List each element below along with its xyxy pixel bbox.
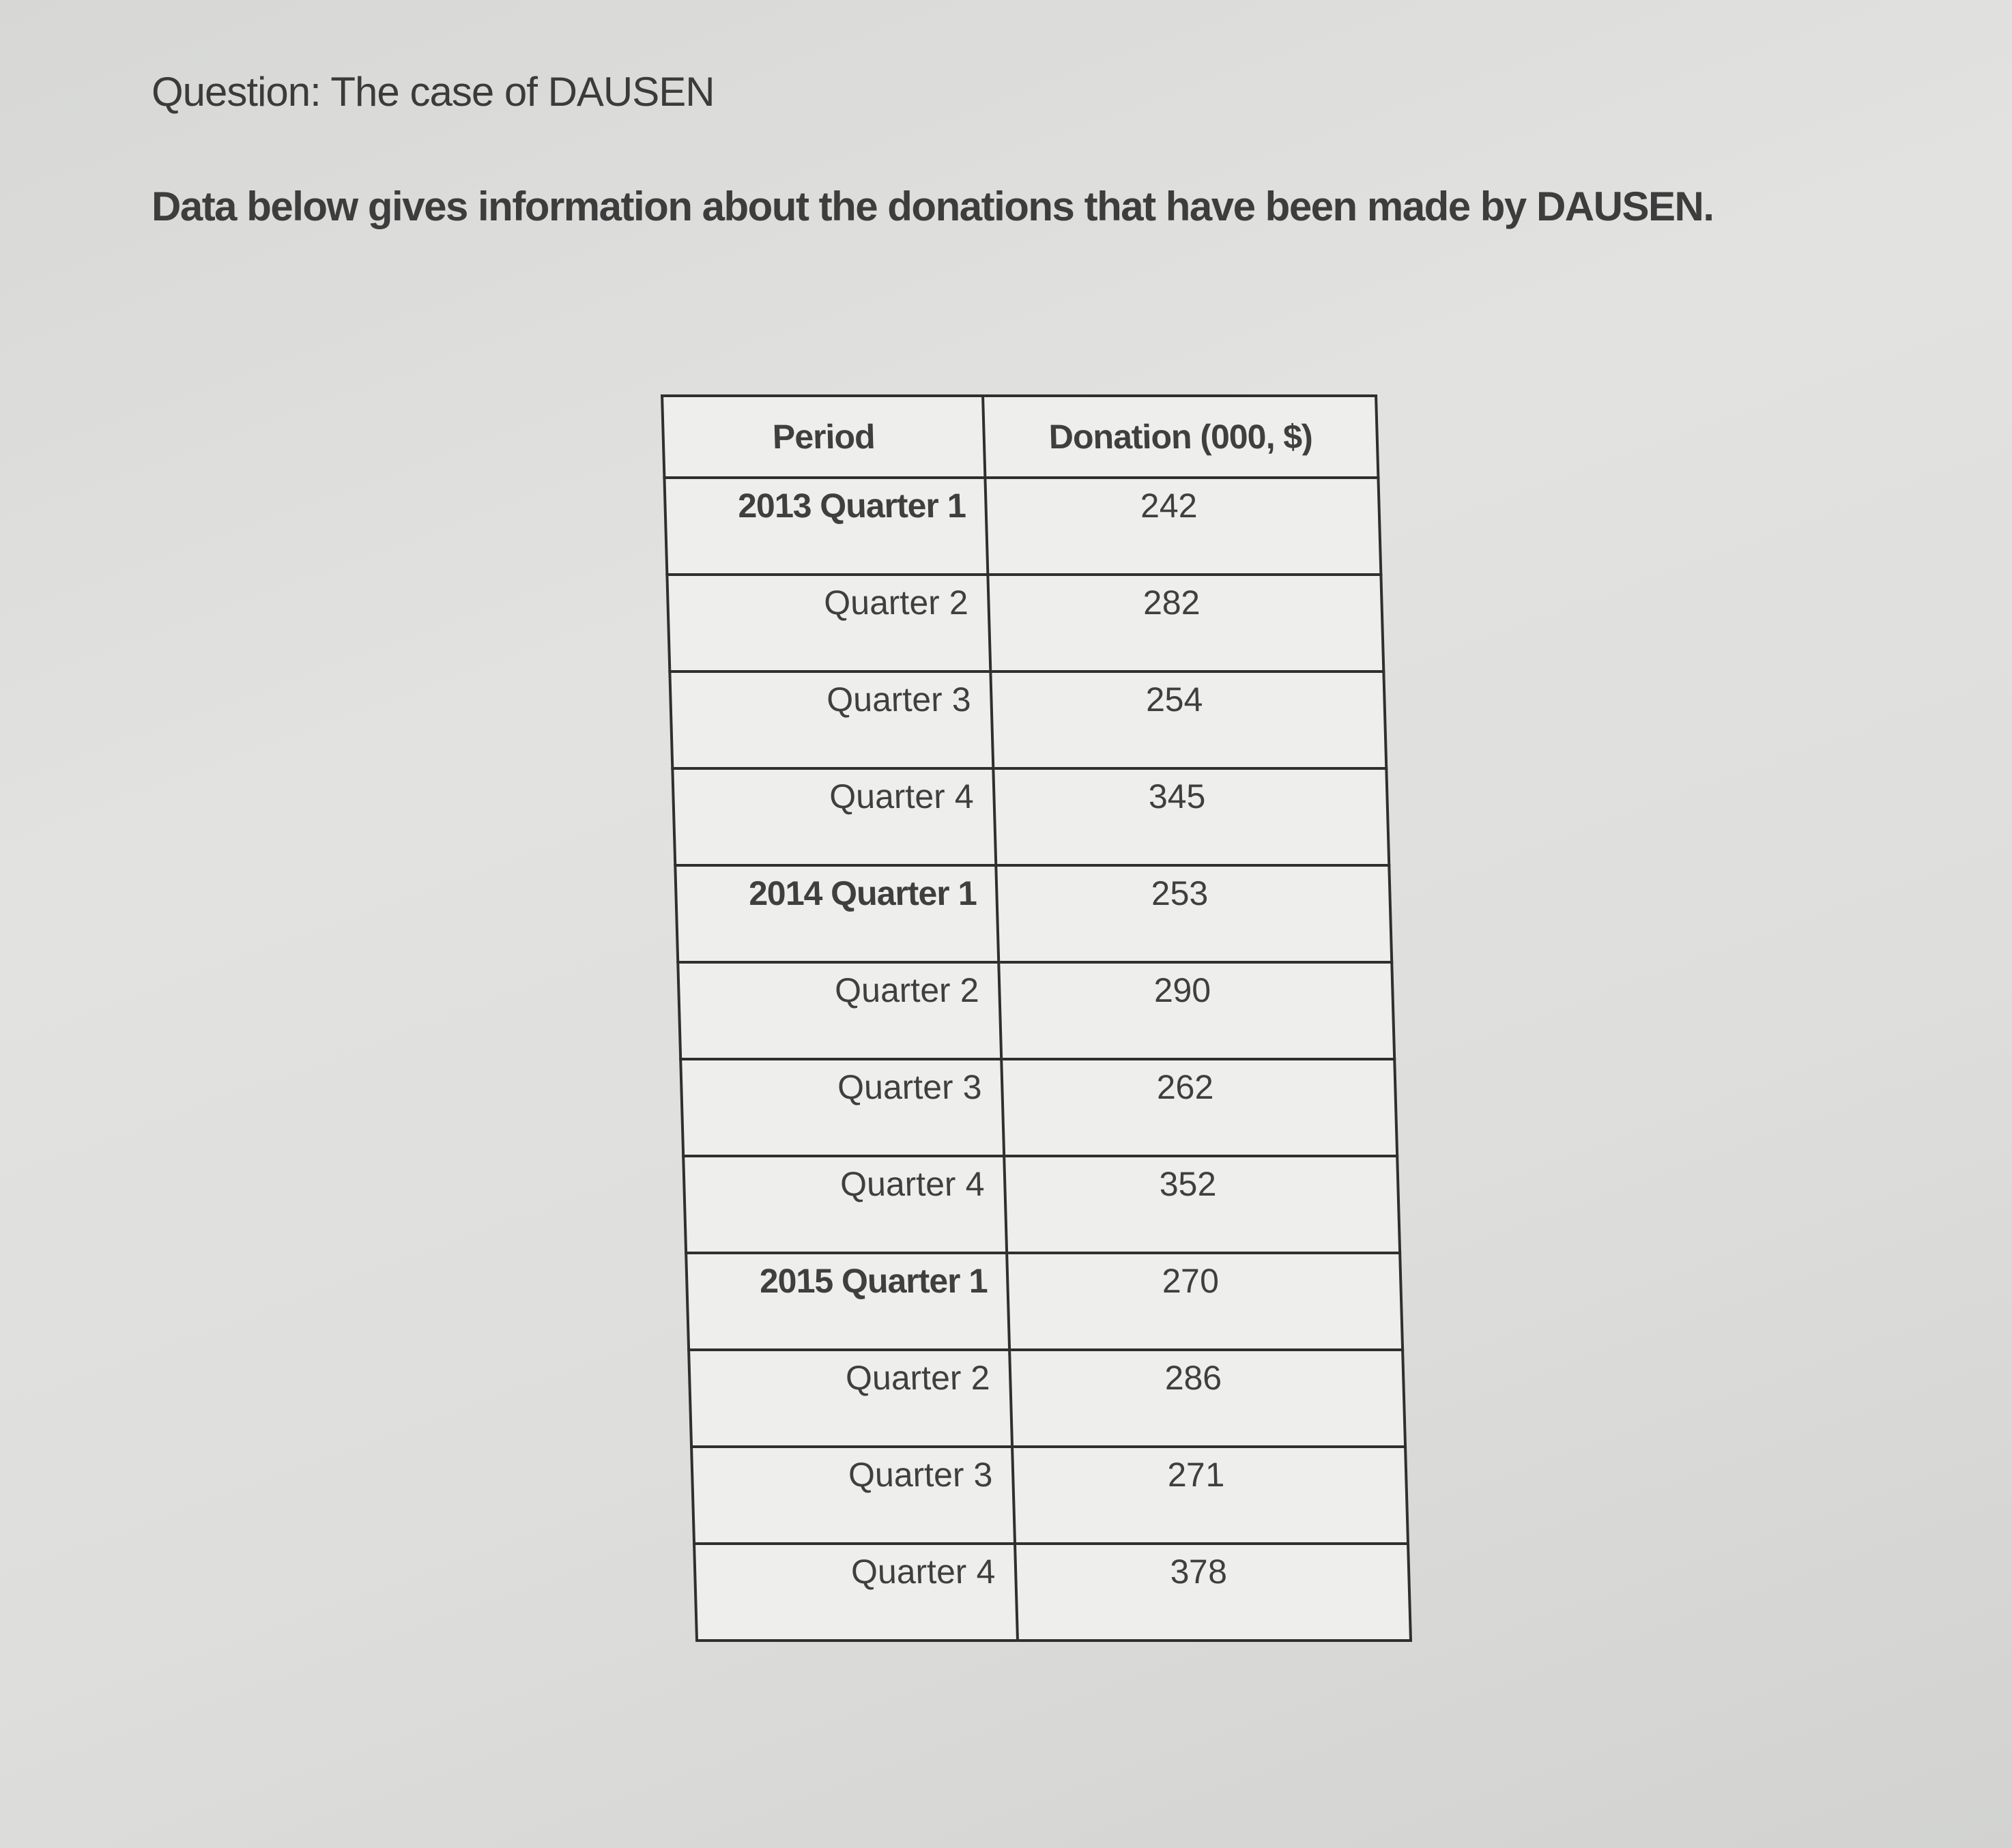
table-row xyxy=(678,962,1394,1059)
period-cell: Quarter 4 xyxy=(683,1156,1007,1253)
donation-cell: 290 xyxy=(998,962,1394,1059)
donation-cell: 270 xyxy=(1007,1253,1403,1350)
donation-cell: 254 xyxy=(990,672,1386,768)
period-cell: 2015 Quarter 1 xyxy=(686,1253,1009,1350)
table-row xyxy=(694,1544,1411,1641)
period-cell: Quarter 3 xyxy=(680,1059,1004,1156)
donation-cell: 378 xyxy=(1015,1544,1411,1641)
header-donation: Donation (000, $) xyxy=(983,396,1378,478)
table-row xyxy=(670,672,1386,768)
question-title: Question: The case of DAUSEN xyxy=(152,69,715,115)
table-row xyxy=(691,1447,1408,1544)
table-row xyxy=(675,865,1392,962)
table-row xyxy=(680,1059,1397,1156)
table-row xyxy=(667,575,1383,672)
donation-cell: 262 xyxy=(1001,1059,1397,1156)
period-cell: 2014 Quarter 1 xyxy=(675,865,998,962)
period-cell: 2013 Quarter 1 xyxy=(664,478,988,575)
table-header-row xyxy=(662,396,1378,478)
table-row xyxy=(683,1156,1400,1253)
period-cell: Quarter 2 xyxy=(667,575,990,672)
table-row xyxy=(686,1253,1403,1350)
donation-cell: 352 xyxy=(1004,1156,1400,1253)
donation-cell: 345 xyxy=(993,768,1389,865)
donation-cell: 253 xyxy=(996,865,1392,962)
period-cell: Quarter 4 xyxy=(672,768,996,865)
period-cell: Quarter 4 xyxy=(694,1544,1018,1641)
period-cell: Quarter 3 xyxy=(670,672,993,768)
period-cell: Quarter 2 xyxy=(678,962,1001,1059)
period-cell: Quarter 3 xyxy=(691,1447,1015,1544)
table-row xyxy=(689,1350,1405,1447)
donation-cell: 271 xyxy=(1012,1447,1408,1544)
period-cell: Quarter 2 xyxy=(689,1350,1012,1447)
donation-cell: 286 xyxy=(1009,1350,1405,1447)
table-row xyxy=(664,478,1381,575)
donations-table xyxy=(661,394,1412,1642)
intro-text: Data below gives information about the donations that have been made by DAUSEN. xyxy=(152,184,1714,229)
donations-table-wrapper xyxy=(661,394,1412,1642)
header-period: Period xyxy=(662,396,985,478)
donation-cell: 282 xyxy=(988,575,1383,672)
donation-cell: 242 xyxy=(985,478,1381,575)
table-row xyxy=(672,768,1389,865)
